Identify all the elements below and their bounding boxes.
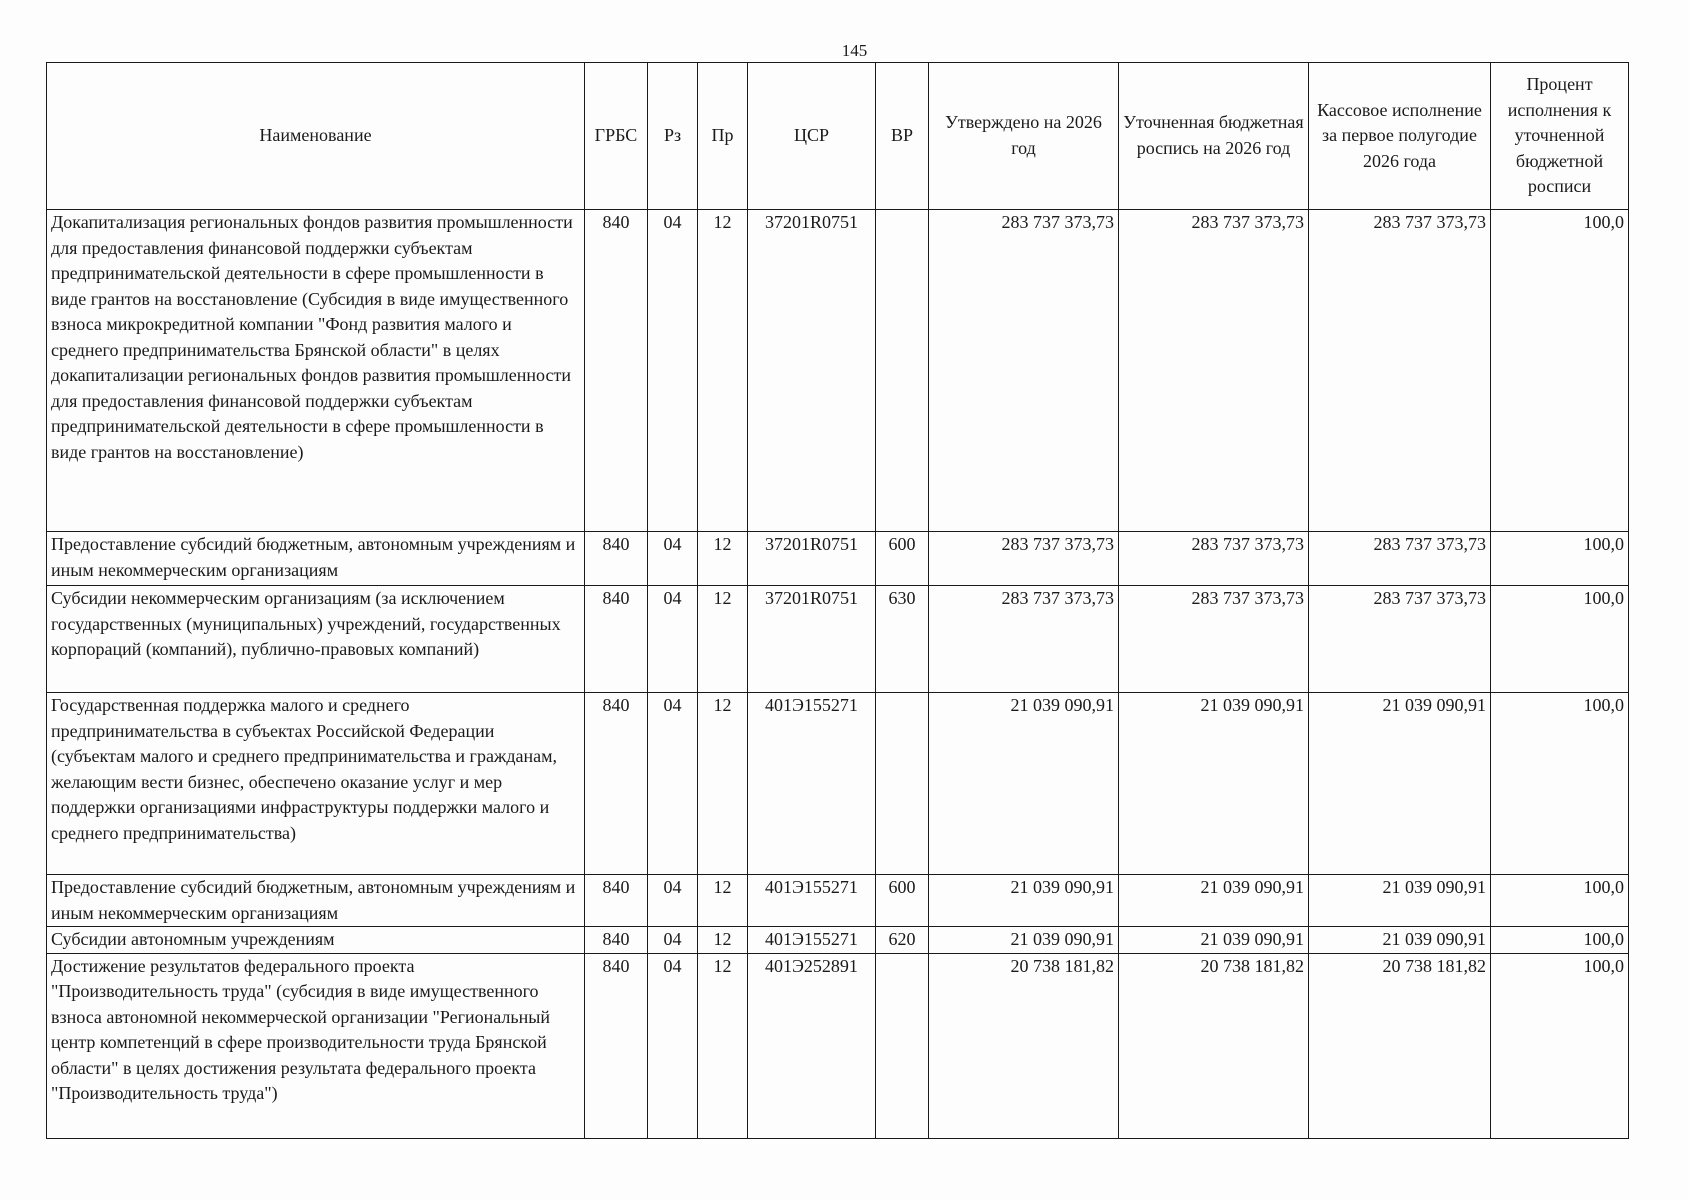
cell-csr: 37201R0751	[748, 586, 876, 693]
cell-name: Субсидии некоммерческим организациям (за исключением государственных (муниципальных) учреждений, государственных корпораций (компаний), публично-правовых компаний)	[47, 586, 585, 693]
table-header-row	[47, 63, 1629, 210]
cell-pr: 12	[698, 693, 748, 875]
cell-percent: 100,0	[1491, 693, 1629, 875]
cell-refined: 283 737 373,73	[1119, 586, 1309, 693]
cell-refined: 21 039 090,91	[1119, 927, 1309, 954]
cell-rz: 04	[648, 693, 698, 875]
cell-vr: 620	[876, 927, 929, 954]
cell-vr	[876, 693, 929, 875]
cell-pr: 12	[698, 875, 748, 927]
cell-name: Предоставление субсидий бюджетным, автономным учреждениям и иным некоммерческим организациям	[47, 875, 585, 927]
cell-refined: 21 039 090,91	[1119, 693, 1309, 875]
header-cash: Кассовое исполнение за первое полугодие 2026 года	[1309, 63, 1491, 210]
cell-refined: 20 738 181,82	[1119, 953, 1309, 1138]
cell-approved: 20 738 181,82	[929, 953, 1119, 1138]
cell-csr: 401Э155271	[748, 875, 876, 927]
cell-percent: 100,0	[1491, 927, 1629, 954]
cell-vr	[876, 953, 929, 1138]
cell-pr: 12	[698, 953, 748, 1138]
cell-approved: 283 737 373,73	[929, 210, 1119, 532]
cell-vr	[876, 210, 929, 532]
cell-csr: 401Э155271	[748, 927, 876, 954]
header-refined: Уточненная бюджетная роспись на 2026 год	[1119, 63, 1309, 210]
cell-cash: 283 737 373,73	[1309, 210, 1491, 532]
cell-cash: 20 738 181,82	[1309, 953, 1491, 1138]
cell-csr: 37201R0751	[748, 532, 876, 586]
cell-name: Докапитализация региональных фондов развития промышленности для предоставления финансовой поддержки субъектам предпринимательской деятельности в сфере промышленности в виде грантов на восстановление (Субсидия в виде имущественного взноса микрокредитной компании "Фонд развития малого и среднего предпринимательства Брянской области" в целях докапитализации региональных фондов развития промышленности для предоставления финансовой поддержки субъектам предпринимательской деятельности в сфере промышленности в виде грантов на восстановление)	[47, 210, 585, 532]
page-number: 145	[841, 41, 868, 60]
cell-cash: 21 039 090,91	[1309, 927, 1491, 954]
header-vr: ВР	[876, 63, 929, 210]
cell-approved: 21 039 090,91	[929, 927, 1119, 954]
cell-grbs: 840	[585, 927, 648, 954]
cell-cash: 21 039 090,91	[1309, 875, 1491, 927]
cell-grbs: 840	[585, 953, 648, 1138]
cell-rz: 04	[648, 875, 698, 927]
cell-percent: 100,0	[1491, 953, 1629, 1138]
cell-approved: 283 737 373,73	[929, 532, 1119, 586]
table-row	[47, 927, 1629, 954]
cell-cash: 283 737 373,73	[1309, 532, 1491, 586]
cell-grbs: 840	[585, 693, 648, 875]
cell-rz: 04	[648, 586, 698, 693]
table-row	[47, 586, 1629, 693]
cell-pr: 12	[698, 210, 748, 532]
budget-table	[46, 62, 1629, 1139]
cell-grbs: 840	[585, 210, 648, 532]
cell-percent: 100,0	[1491, 875, 1629, 927]
cell-pr: 12	[698, 532, 748, 586]
cell-name: Достижение результатов федерального проекта "Производительность труда" (субсидия в виде имущественного взноса автономной некоммерческой организации "Региональный центр компетенций в сфере производительности труда Брянской области" в целях достижения результата федерального проекта "Производительность труда")	[47, 953, 585, 1138]
cell-percent: 100,0	[1491, 210, 1629, 532]
cell-grbs: 840	[585, 532, 648, 586]
table-row	[47, 875, 1629, 927]
cell-approved: 283 737 373,73	[929, 586, 1119, 693]
table-row	[47, 210, 1629, 532]
cell-rz: 04	[648, 927, 698, 954]
table-row	[47, 532, 1629, 586]
header-pr: Пр	[698, 63, 748, 210]
cell-csr: 401Э252891	[748, 953, 876, 1138]
cell-refined: 283 737 373,73	[1119, 210, 1309, 532]
cell-grbs: 840	[585, 586, 648, 693]
cell-name: Государственная поддержка малого и среднего предпринимательства в субъектах Российской Федерации (субъектам малого и среднего предпринимательства и гражданам, желающим вести бизнес, обеспечено оказание услуг и мер поддержки организациями инфраструктуры поддержки малого и среднего предпринимательства)	[47, 693, 585, 875]
cell-csr: 37201R0751	[748, 210, 876, 532]
table-row	[47, 693, 1629, 875]
header-name: Наименование	[47, 63, 585, 210]
cell-percent: 100,0	[1491, 532, 1629, 586]
cell-name: Субсидии автономным учреждениям	[47, 927, 585, 954]
table-row	[47, 953, 1629, 1138]
cell-vr: 600	[876, 875, 929, 927]
header-approved: Утверждено на 2026 год	[929, 63, 1119, 210]
cell-cash: 283 737 373,73	[1309, 586, 1491, 693]
cell-pr: 12	[698, 927, 748, 954]
cell-rz: 04	[648, 210, 698, 532]
header-percent: Процент исполнения к уточненной бюджетной росписи	[1491, 63, 1629, 210]
cell-vr: 630	[876, 586, 929, 693]
cell-rz: 04	[648, 953, 698, 1138]
header-grbs: ГРБС	[585, 63, 648, 210]
cell-approved: 21 039 090,91	[929, 693, 1119, 875]
cell-grbs: 840	[585, 875, 648, 927]
cell-approved: 21 039 090,91	[929, 875, 1119, 927]
cell-refined: 283 737 373,73	[1119, 532, 1309, 586]
cell-cash: 21 039 090,91	[1309, 693, 1491, 875]
cell-percent: 100,0	[1491, 586, 1629, 693]
cell-rz: 04	[648, 532, 698, 586]
cell-vr: 600	[876, 532, 929, 586]
cell-refined: 21 039 090,91	[1119, 875, 1309, 927]
cell-pr: 12	[698, 586, 748, 693]
header-csr: ЦСР	[748, 63, 876, 210]
cell-csr: 401Э155271	[748, 693, 876, 875]
header-rz: Рз	[648, 63, 698, 210]
cell-name: Предоставление субсидий бюджетным, автономным учреждениям и иным некоммерческим организациям	[47, 532, 585, 586]
